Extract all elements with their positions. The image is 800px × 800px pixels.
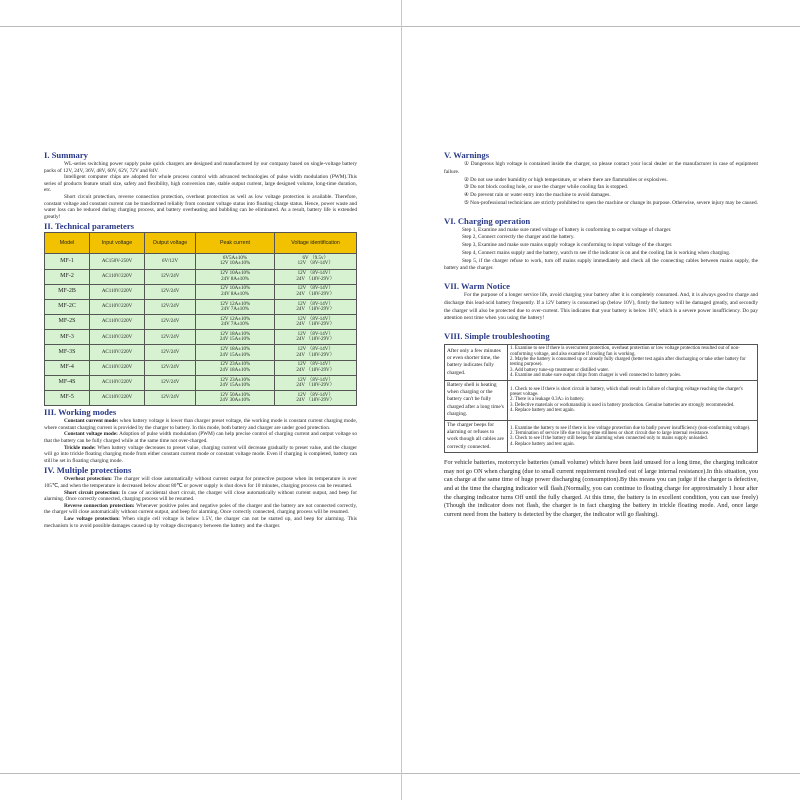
cell-id-line-2: 24V （18V-29V） (296, 337, 335, 343)
cell-peak-line-2: 12V 10A±10% (219, 261, 251, 267)
params-row (45, 299, 357, 314)
cell-peak (196, 345, 275, 360)
summary-paragraph-1: WL-series switching power supply pulse quick chargers are designed and manufactured by our company based on single-voltage battery packs of 12V, 24V, 36V, 48V, 60V, 62V, 72V and 84V. (44, 161, 357, 174)
troubleshooting-condition: Battery shell is heating when charging or the battery can't be fully charged after a long time's charging. (445, 380, 508, 420)
cell-input: AC110V/220V (90, 391, 145, 406)
cell-output: 12V/24V (145, 391, 196, 406)
troubleshooting-condition: After only a few minutes or even shorter time, the battery indicates fully charged. (445, 345, 508, 380)
cell-peak-line-1: 12V 50A±10% (219, 392, 251, 398)
cell-id-line-1: 12V （8V-14V） (297, 316, 334, 322)
mode-cc-text: when battery voltage is lower than charger preset voltage, the working mode is constant current charging mode, where constant charging current is provided by the charger to battery. In this mode, both battery and charger are under good protection. (44, 418, 357, 431)
cell-id-line-2: 24V （18V-29V） (296, 382, 335, 388)
params-row (45, 269, 357, 284)
troubleshooting-heading: VIII. Simple troubleshooting (444, 331, 550, 342)
cell-id-line-1: 12V （8V-14V） (297, 271, 334, 277)
protections-section (44, 465, 357, 529)
params-section (44, 221, 357, 406)
protection-lv-lead: Low voltage protection: (64, 515, 120, 522)
cell-peak (196, 375, 275, 390)
troubleshooting-fix: 4. Replace battery and test again. (510, 408, 575, 414)
cell-peak-line-2: 24V 18A±10% (219, 367, 251, 373)
cell-model: MF-1 (45, 254, 90, 269)
warnings-section (444, 150, 758, 208)
cell-output: 12V/24V (145, 299, 196, 314)
operation-section (444, 216, 758, 273)
cell-id-line-2: 24V （18V-29V） (296, 367, 335, 373)
troubleshooting-fix: 4. Examine and make sure output chips from charger is well connected to battery poles. (510, 373, 682, 379)
params-row (45, 254, 357, 269)
cell-peak-line-1: 12V 23A±10% (219, 377, 251, 383)
troubleshooting-row (445, 345, 758, 380)
cell-input: AC150V-250V (90, 254, 145, 269)
cell-output: 12V/24V (145, 269, 196, 284)
header-peak: Peak current (196, 233, 275, 254)
left-page (44, 150, 357, 530)
modes-heading: III. Working modes (44, 407, 117, 418)
cell-peak-line-1: 12V 12A±10% (219, 316, 251, 322)
troubleshooting-fix: 1. Examine the battery to see if there is low voltage protection due to badly power insufficiency (non-conforming voltage). (510, 425, 751, 431)
cell-id-line-1: 12V （8V-14V） (297, 331, 334, 337)
cell-output: 12V/24V (145, 345, 196, 360)
cell-input: AC110V/220V (90, 269, 145, 284)
cell-peak (196, 360, 275, 375)
header-output: Output voltage (145, 233, 196, 254)
header-input: Input voltage (90, 233, 145, 254)
cell-peak-line-2: 24V 15A±10% (219, 337, 251, 343)
mode-cc-lead: Constant current mode: (64, 418, 119, 425)
warning-item: ② Do not use under humidity or high temperature, or where there are flammables or explosives. (464, 176, 668, 183)
cell-id-line-2: 24V （18V-29V） (296, 398, 335, 404)
cell-identification (275, 254, 357, 269)
cell-peak-line-2: 24V 7A±10% (221, 322, 249, 328)
summary-paragraph-3: Short circuit protection, reverse connection protection, overheat protection as well as low voltage protection is available. Therefore, constant voltage and constant current can be transformed reliably from constant voltage status into floating charge status. Hence, power waste and water loss can be reduced during charging process, and battery overheating and bubbling can be eliminated. As a result, battery life is extended greatly! (44, 193, 357, 220)
troubleshooting-fix: 2. Maybe the battery is consumed up or already fully charged (better test again after discharging or take other battery for testing purpose). (510, 357, 746, 368)
cell-peak (196, 391, 275, 406)
operation-step: Step 5, if the charger refuse to work, turn off mains supply immediately and check all the connecting cables between mains supply, the battery and the charger. (444, 257, 758, 272)
cell-peak (196, 254, 275, 269)
cell-model: MF-4 (45, 360, 90, 375)
cell-peak-line-1: 12V 18A±10% (219, 347, 251, 353)
header-identification: Voltage identification (275, 233, 357, 254)
cell-id-line-2: 24V （18V-29V） (296, 307, 335, 312)
cell-id-line-1: 12V （8V-14V） (297, 301, 334, 307)
warning-item: ④ Do prevent rain or water entry into the machine to avoid damages. (464, 192, 611, 199)
summary-section (44, 150, 357, 220)
troubleshooting-fixes (508, 420, 758, 453)
params-heading: II. Technical parameters (44, 221, 134, 232)
protection-short-circuit (44, 490, 357, 503)
protection-lv-text: When single cell voltage is below 1.5V, the charger can not be started up, and beep for alarming. This mechanism is to avoid possible damages caused up by voltage discrepancy between the battery and the charger. (44, 515, 357, 529)
cell-identification (275, 299, 357, 314)
cell-peak-line-2: 24V 8A±10% (221, 291, 249, 297)
operation-heading: VI. Charging operation (444, 215, 531, 226)
cell-model: MF-4S (45, 375, 90, 390)
protection-oh-lead: Overheat protection: (64, 476, 112, 483)
modes-section (44, 407, 357, 464)
notice-heading: VII. Warm Notice (444, 281, 510, 291)
troubleshooting-fix: 1. Examine to see if there is overcurrent protection, overheat protection or low voltage protection resulted out of non-conforming voltage, and also examine if cooling fan is working. (510, 346, 740, 357)
protection-rc-lead: Reverse connection protection: (64, 502, 135, 509)
cell-peak (196, 330, 275, 345)
params-row (45, 391, 357, 406)
cell-peak (196, 284, 275, 299)
bottom-border (0, 773, 800, 800)
cell-model: MF-5 (45, 391, 90, 406)
warning-item: ① Dangerous high voltage is contained inside the charger, so please contact your local dealer or the manufacturer in case of equipment failure. (444, 161, 758, 175)
mode-cv-text: Adoption of pulse width modulation (PWM) can help precise control of charging current and output voltage so that the battery can be fully charged while at the same time not over-charged. (44, 431, 357, 444)
mode-tr-text: When battery voltage decreases to preset value, charging current will decrease gradually to preset value, and the charger will go into trickle floating charging mode from either constant current mode or constant voltage mode. Even if charging is completed, battery can still be set in floating charging mode. (44, 444, 358, 464)
cell-identification (275, 284, 357, 299)
cell-peak (196, 299, 275, 314)
cell-identification (275, 345, 357, 360)
mode-constant-voltage (44, 431, 357, 444)
cell-input: AC110V/220V (90, 375, 145, 390)
cell-model: MF-2B (45, 284, 90, 299)
cell-id-line-2: 24V （18V-29V） (296, 352, 335, 358)
notice-text: For the purpose of a longer service life, avoid charging your battery after it is completely consumed. And, it is always good to charge and discharge this lead-acid battery frequently. If a 12V battery is consumed up (below 10V), firstly the battery will be damaged greatly, and secondly the charger will also be protected due to over-current. This indicates that your battery is below 10V, which is a severe power insufficiency. Do pay attention next time when you using the battery! (444, 292, 758, 322)
troubleshooting-fix: 2. Termination of service life due to long-time stillness or short circuit due to large internal resistance. (510, 431, 710, 437)
troubleshooting-row (445, 420, 758, 453)
cell-output: 12V/24V (145, 375, 196, 390)
troubleshooting-closing: For vehicle batteries, motorcycle batteries (small volume) which have been laid unused for a long time, the charging indicator may not go ON when charging (due to small current requirement resulted out of large internal resistance).In this situation, you can charge at the same time of huge power discharging (consumption).By this means you can judge if the charger is defective, and at the time the charging indicator will flash.(Normally, you can continue to floating charge for approximately 1 hour after the charging indicator turns Off until the fully charged. At this time, the battery is in excellent condition, you can use freely) (Though the indicator does not flash, the charger is in fact charging the battery in trickle floating mode. And, once large current need from the battery is detected by the charger, the indicator will go flashing). (444, 459, 758, 518)
notice-section (444, 281, 758, 323)
protection-sc-lead: Short circuit protection: (64, 489, 120, 496)
cell-input: AC110V/220V (90, 284, 145, 299)
cell-id-line-1: 12V （8V-14V） (297, 362, 334, 368)
cell-model: MF-2 (45, 269, 90, 284)
protection-overheat (44, 476, 357, 489)
cell-identification (275, 375, 357, 390)
protection-rc-text: Whenever positive poles and negative poles of the charger and the battery are not connected correctly, the charger will close automatically without current output, and beep for alarming. Once correctly connected, charging process will be resumed. (44, 502, 357, 516)
cell-input: AC110V/220V (90, 315, 145, 330)
troubleshooting-row (445, 380, 758, 420)
cell-model: MF-2S (45, 315, 90, 330)
cell-identification (275, 330, 357, 345)
summary-paragraph-2: Intelligent computer chips are adopted for whole process control with advanced technologies of pulse width modulation (PWM).This series of products feature small size, safety and flexibility, high conversion rate, stable output current, large designed volume, long-time duration, etc. (44, 174, 357, 194)
troubleshooting-condition: The charger beeps for alarming or refuses to work though all cables are correctly connected. (445, 420, 508, 453)
cell-model: MF-3S (45, 345, 90, 360)
params-header-row (45, 233, 357, 254)
cell-peak-line-1: 12V 12A±10% (219, 301, 251, 307)
cell-peak (196, 315, 275, 330)
protections-heading: IV. Multiple protections (44, 465, 132, 476)
cell-id-line-1: 12V （8V-14V） (297, 347, 334, 353)
mode-cv-lead: Constant voltage mode: (64, 431, 118, 438)
mode-constant-current (44, 418, 357, 431)
troubleshooting-fix: 4. Replace battery and test again. (510, 441, 575, 447)
params-row (45, 284, 357, 299)
top-border (0, 0, 800, 27)
cell-output: 12V/24V (145, 360, 196, 375)
right-page (444, 150, 758, 520)
protection-oh-text: The charger will close automatically without current output for protective purpose when its temperature is over 105℃, and when the temperature is decreased below about 80℃ or power supply is shut down for 10 minutes, charging process can be resumed. (44, 476, 357, 489)
cell-output: 12V/24V (145, 315, 196, 330)
cell-output: 12V/24V (145, 330, 196, 345)
cell-id-line-1: 6V （9.5v） (302, 256, 329, 262)
params-row (45, 345, 357, 360)
cell-identification (275, 391, 357, 406)
cell-peak-line-1: 12V 18A±10% (219, 331, 251, 337)
cell-peak-line-1: 6V5A±10% (222, 256, 248, 262)
warnings-heading: V. Warnings (444, 150, 490, 160)
params-row (45, 330, 357, 345)
cell-peak-line-2: 24V 15A±10% (219, 352, 251, 358)
params-table (44, 232, 357, 406)
cell-input: AC110V/220V (90, 299, 145, 314)
cell-peak-line-1: 12V 10A±10% (219, 271, 251, 277)
troubleshooting-section (444, 331, 758, 519)
operation-step: Step 1, Examine and make sure rated voltage of battery is conforming to output voltage of charger. (462, 226, 672, 233)
operation-step: Step 2, Connect correctly the charger and the battery. (462, 234, 575, 241)
cell-output: 12V/24V (145, 284, 196, 299)
troubleshooting-fix: 3. Check to see if the battery still beeps for alarming when connected only to mains supply unloaded. (510, 436, 708, 442)
troubleshooting-fix: 3. Add battery tune-up treatment or distilled water. (510, 367, 610, 373)
cell-peak (196, 269, 275, 284)
protection-low-voltage (44, 516, 357, 529)
warning-item: ⑤ Non-professional technicians are strictly prohibited to open the machine or change its purpose. Otherwise, severe injury may be caused. (464, 199, 758, 206)
params-row (45, 375, 357, 390)
cell-output: 6V/12V (145, 254, 196, 269)
cell-identification (275, 315, 357, 330)
cell-id-line-2: 24V （18V-29V） (296, 276, 335, 282)
cell-input: AC110V/220V (90, 330, 145, 345)
cell-identification (275, 269, 357, 284)
operation-step: Step 4, Connect mains supply and the battery, watch to see if the indicator is on and the cooling fan is working when charging. (462, 249, 731, 256)
cell-peak-line-1: 12V 23A±10% (219, 362, 251, 368)
troubleshooting-fix: 3. Defective materials or workmanship is used in battery production. Genuine batteries are strongly recommended. (510, 402, 735, 408)
header-model: Model (45, 233, 90, 254)
cell-input: AC110V/220V (90, 360, 145, 375)
page-fold (401, 0, 402, 800)
protection-sc-text: In case of accidental short circuit, the charger will close automatically without current output, and beep for alarming. Once correctly connected, charging process will be resumed. (44, 489, 357, 503)
operation-step: Step 3, Examine and make sure mains supply voltage is conforming to input voltage of the charger. (462, 242, 673, 249)
cell-id-line-2: 12V （8V-14V） (297, 261, 334, 267)
troubleshooting-table (444, 344, 758, 453)
cell-model: MF-3 (45, 330, 90, 345)
params-row (45, 360, 357, 375)
cell-id-line-1: 12V （8V-14V） (297, 377, 334, 383)
warning-item: ③ Do not block cooling hole, or use the charger while cooling fan is stopped. (464, 184, 629, 191)
cell-identification (275, 360, 357, 375)
cell-id-line-2: 24V （18V-29V） (296, 322, 335, 328)
troubleshooting-fix: 1. Check to see if there is short circuit in battery, which shall result in failure of charging voltage reaching the charger's preset voltage. (510, 386, 743, 398)
protection-reverse (44, 503, 357, 516)
cell-id-line-1: 12V （8V-14V） (297, 286, 334, 292)
cell-peak-line-1: 12V 10A±10% (219, 286, 251, 292)
troubleshooting-fixes (508, 380, 758, 420)
troubleshooting-fix: 2. There is a leakage 0.3A≥ in battery. (510, 397, 585, 403)
cell-id-line-1: 12V （8V-14V） (297, 392, 334, 398)
cell-peak-line-2: 24V 30A±10% (219, 398, 251, 404)
cell-peak-line-2: 24V 7A±10% (221, 307, 249, 312)
params-row (45, 315, 357, 330)
cell-input: AC110V/220V (90, 345, 145, 360)
cell-peak-line-2: 24V 15A±10% (219, 382, 251, 388)
cell-peak-line-2: 24V 8A±10% (221, 276, 249, 282)
cell-id-line-2: 24V （18V-29V） (296, 291, 335, 297)
mode-tr-lead: Trickle mode: (64, 444, 96, 451)
cell-model: MF-2C (45, 299, 90, 314)
troubleshooting-fixes (508, 345, 758, 380)
summary-heading: I. Summary (44, 150, 88, 160)
mode-trickle (44, 445, 357, 465)
